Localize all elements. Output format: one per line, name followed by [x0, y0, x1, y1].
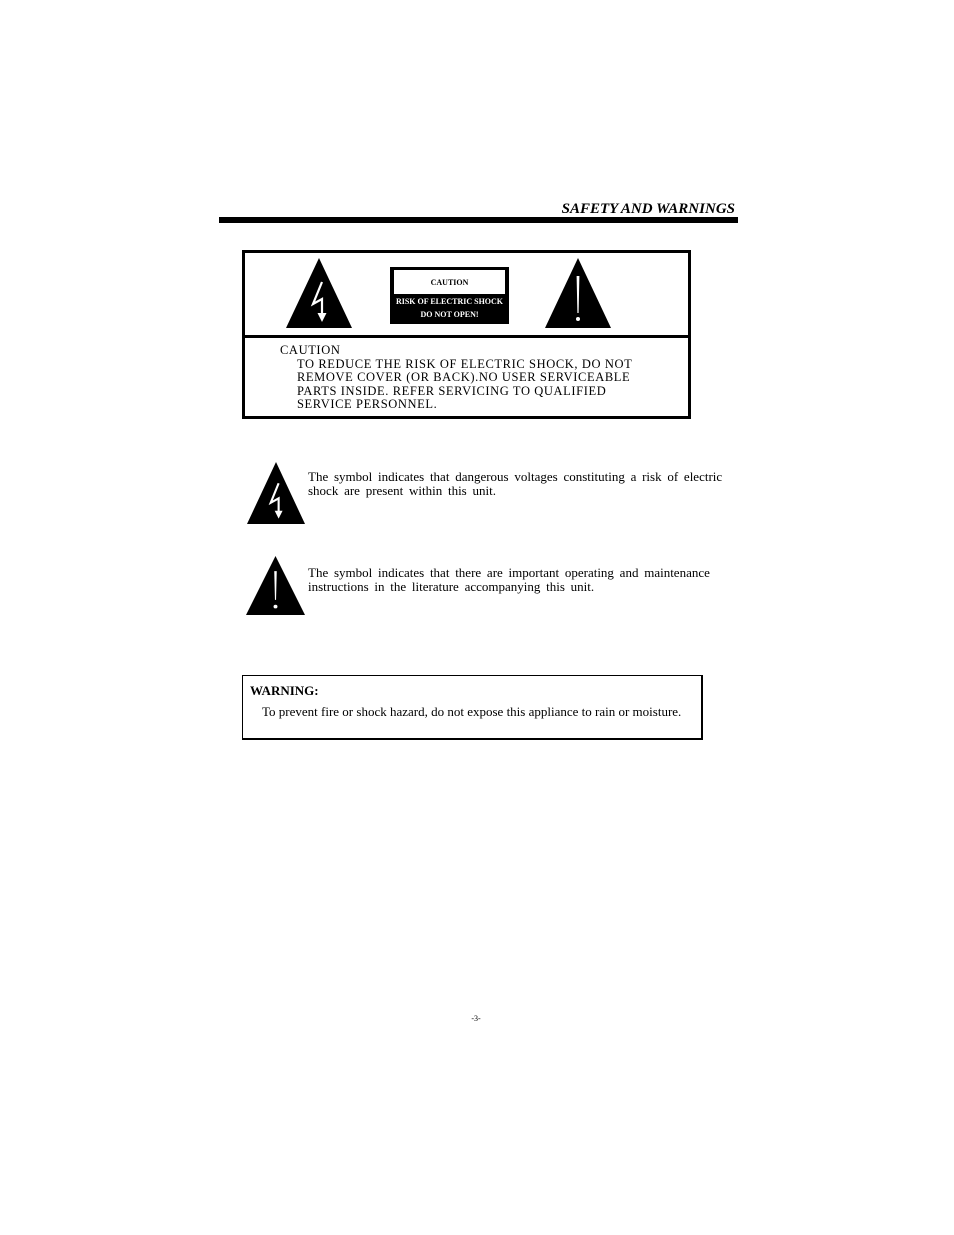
caution-line: REMOVE COVER (OR BACK).NO USER SERVICEABLE	[297, 370, 631, 385]
lightning-bolt-triangle-icon	[286, 258, 352, 328]
warning-text: To prevent fire or shock hazard, do not expose this appliance to rain or moisture.	[262, 704, 682, 719]
section-title: SAFETY AND WARNINGS	[561, 201, 735, 217]
caution-line: SERVICE PERSONNEL.	[297, 397, 438, 412]
shock-symbol-description	[308, 470, 722, 498]
caution-label	[390, 267, 509, 324]
caution-label-title-box	[394, 270, 505, 294]
caution-line: PARTS INSIDE. REFER SERVICING TO QUALIFIED	[297, 383, 607, 398]
caution-label-line-2: DO NOT OPEN!	[420, 310, 479, 319]
caution-label-line-1: RISK OF ELECTRIC SHOCK	[395, 297, 504, 306]
caution-panel-divider	[245, 335, 688, 338]
caution-text-block	[280, 344, 632, 412]
instructions-symbol-description	[308, 566, 710, 593]
description-line: instructions in the literature accompanying this unit.	[308, 578, 595, 594]
header-rule	[219, 217, 738, 223]
warning-box	[242, 675, 703, 740]
exclamation-triangle-icon	[545, 258, 611, 328]
lightning-bolt-triangle-icon	[247, 462, 305, 524]
caution-label-title: CAUTION	[430, 278, 469, 287]
page-number: -3-	[471, 1014, 481, 1023]
caution-panel	[242, 250, 691, 419]
description-line: The symbol indicates that dangerous voltages constituting a risk of electric	[308, 469, 723, 484]
caution-heading: CAUTION	[280, 343, 341, 357]
description-line: shock are present within this unit.	[308, 483, 496, 498]
exclamation-triangle-icon	[246, 556, 305, 615]
caution-line: TO REDUCE THE RISK OF ELECTRIC SHOCK, DO NOT	[297, 356, 633, 371]
description-line: The symbol indicates that there are important operating and maintenance	[308, 565, 710, 580]
warning-heading: WARNING:	[250, 683, 319, 698]
